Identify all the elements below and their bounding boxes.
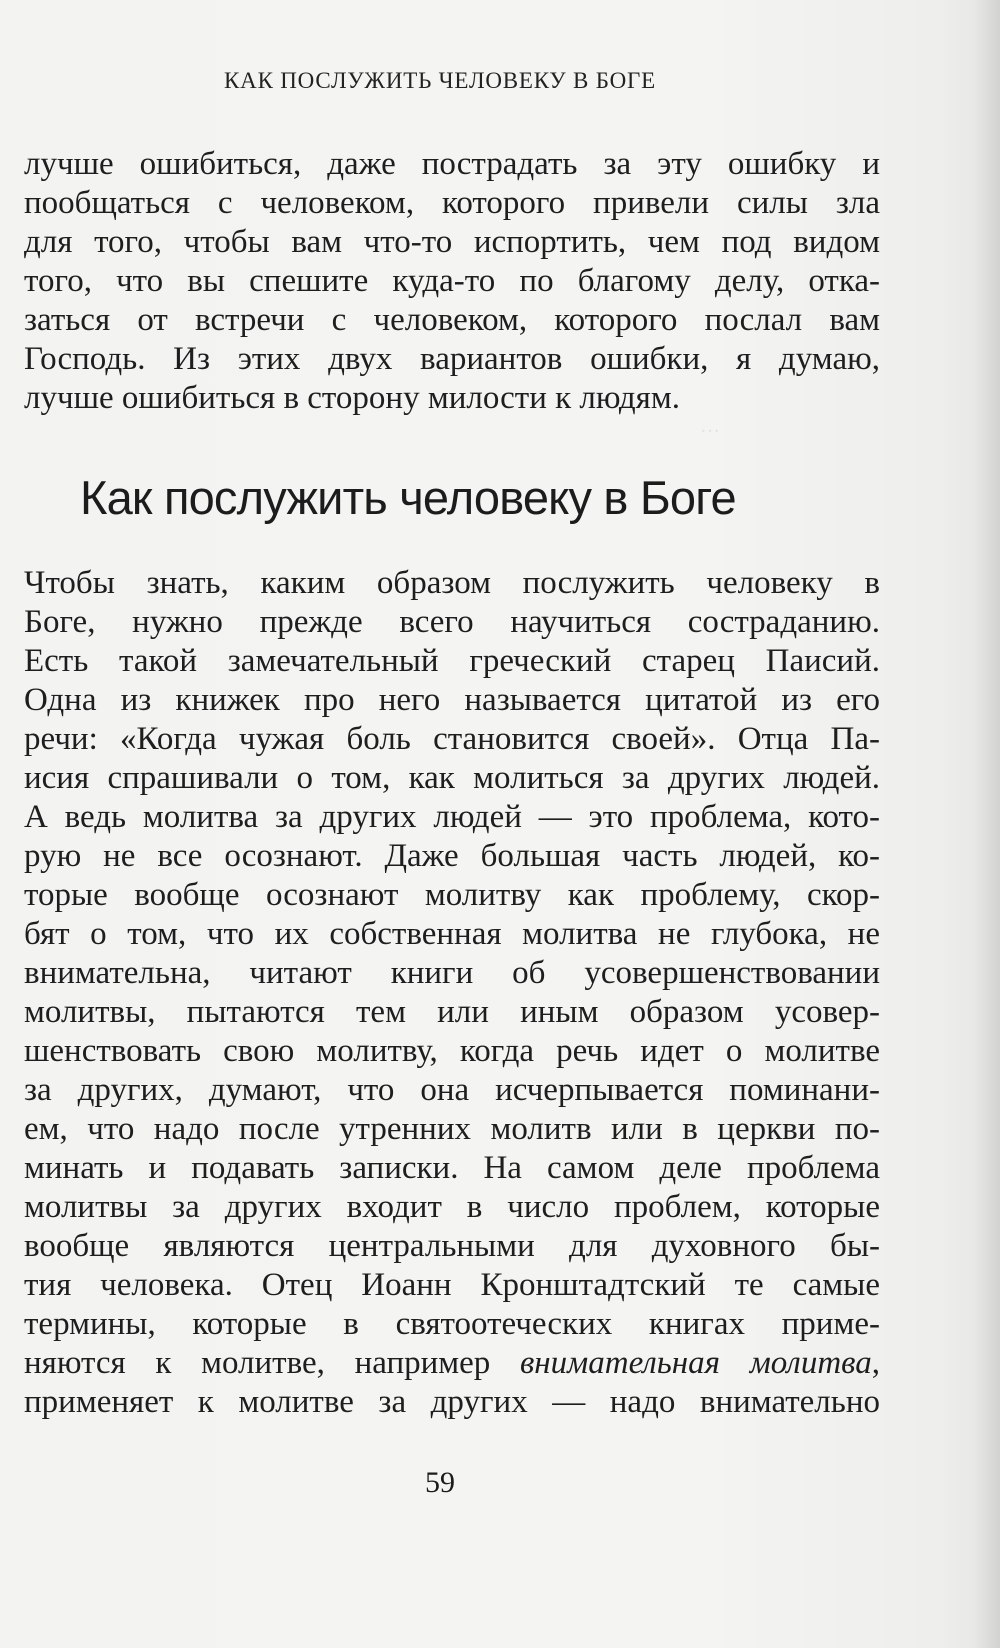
text-line: ем, что надо после утренних молитв или в церкви по- — [24, 1111, 880, 1147]
text-line: торые вообще осознают молитву как проблему, скор- — [24, 877, 880, 913]
text-line: лучше ошибиться, даже пострадать за эту ошибку и — [24, 146, 880, 182]
text-line: А ведь молитва за других людей — это проблема, кото- — [24, 799, 880, 835]
text-line: заться от встречи с человеком, которого послал вам — [24, 302, 880, 338]
italic-term: внимательная молитва — [519, 1345, 872, 1381]
text-line: пообщаться с человеком, которого привели силы зла — [24, 185, 880, 221]
intro-paragraph — [24, 145, 880, 418]
section-heading: Как послужить человеку в Боге — [80, 471, 736, 524]
text-line: молитвы, пытаются тем или иным образом усовер- — [24, 994, 880, 1030]
text-line: тия человека. Отец Иоанн Кронштадтский те самые — [24, 1267, 880, 1303]
text-line: вообще являются центральными для духовного бы- — [24, 1228, 880, 1264]
text-line: за других, думают, что она исчерпывается поминани- — [24, 1072, 880, 1108]
text-line: Одна из книжек про него называется цитатой из его — [24, 682, 880, 718]
text-line-with-italic — [24, 1344, 880, 1383]
text-line: речи: «Когда чужая боль становится своей». Отца Па- — [24, 721, 880, 757]
page-number: 59 — [425, 1466, 455, 1499]
text-line: Господь. Из этих двух вариантов ошибки, я думаю, — [24, 341, 880, 377]
text-line: применяет к молитве за других — надо внимательно — [24, 1384, 880, 1420]
text-line: шенствовать свою молитву, когда речь идет о молитве — [24, 1033, 880, 1069]
text-line: исия спрашивали о том, как молиться за других людей. — [24, 760, 880, 796]
text-line: молитвы за других входит в число проблем, которые — [24, 1189, 880, 1225]
page-edge-shadow — [974, 0, 1000, 1648]
bleed-through-text: … — [700, 415, 720, 437]
text-line: Боге, нужно прежде всего научиться состраданию. — [24, 604, 880, 640]
text-line: рую не все осознают. Даже большая часть людей, ко- — [24, 838, 880, 874]
text-line: лучше ошибиться в сторону милости к людям. — [24, 380, 680, 416]
main-paragraph — [24, 564, 880, 1422]
text-line: термины, которые в святоотеческих книгах приме- — [24, 1306, 880, 1342]
text-line: минать и подавать записки. На самом деле проблема — [24, 1150, 880, 1186]
text-line: Есть такой замечательный греческий старец Паисий. — [24, 643, 880, 679]
text-line: внимательна, читают книги об усовершенствовании — [24, 955, 880, 991]
text-line: того, что вы спешите куда-то по благому делу, отка- — [24, 263, 880, 299]
text-line: для того, чтобы вам что-то испортить, чем под видом — [24, 224, 880, 260]
text-line: бят о том, что их собственная молитва не глубока, не — [24, 916, 880, 952]
line-text-after-italic: , — [871, 1345, 881, 1381]
running-head: КАК ПОСЛУЖИТЬ ЧЕЛОВЕКУ В БОГЕ — [224, 68, 656, 93]
line-text-before-italic: няются к молитве, например — [24, 1345, 520, 1381]
text-line: Чтобы знать, каким образом послужить человеку в — [24, 565, 880, 601]
